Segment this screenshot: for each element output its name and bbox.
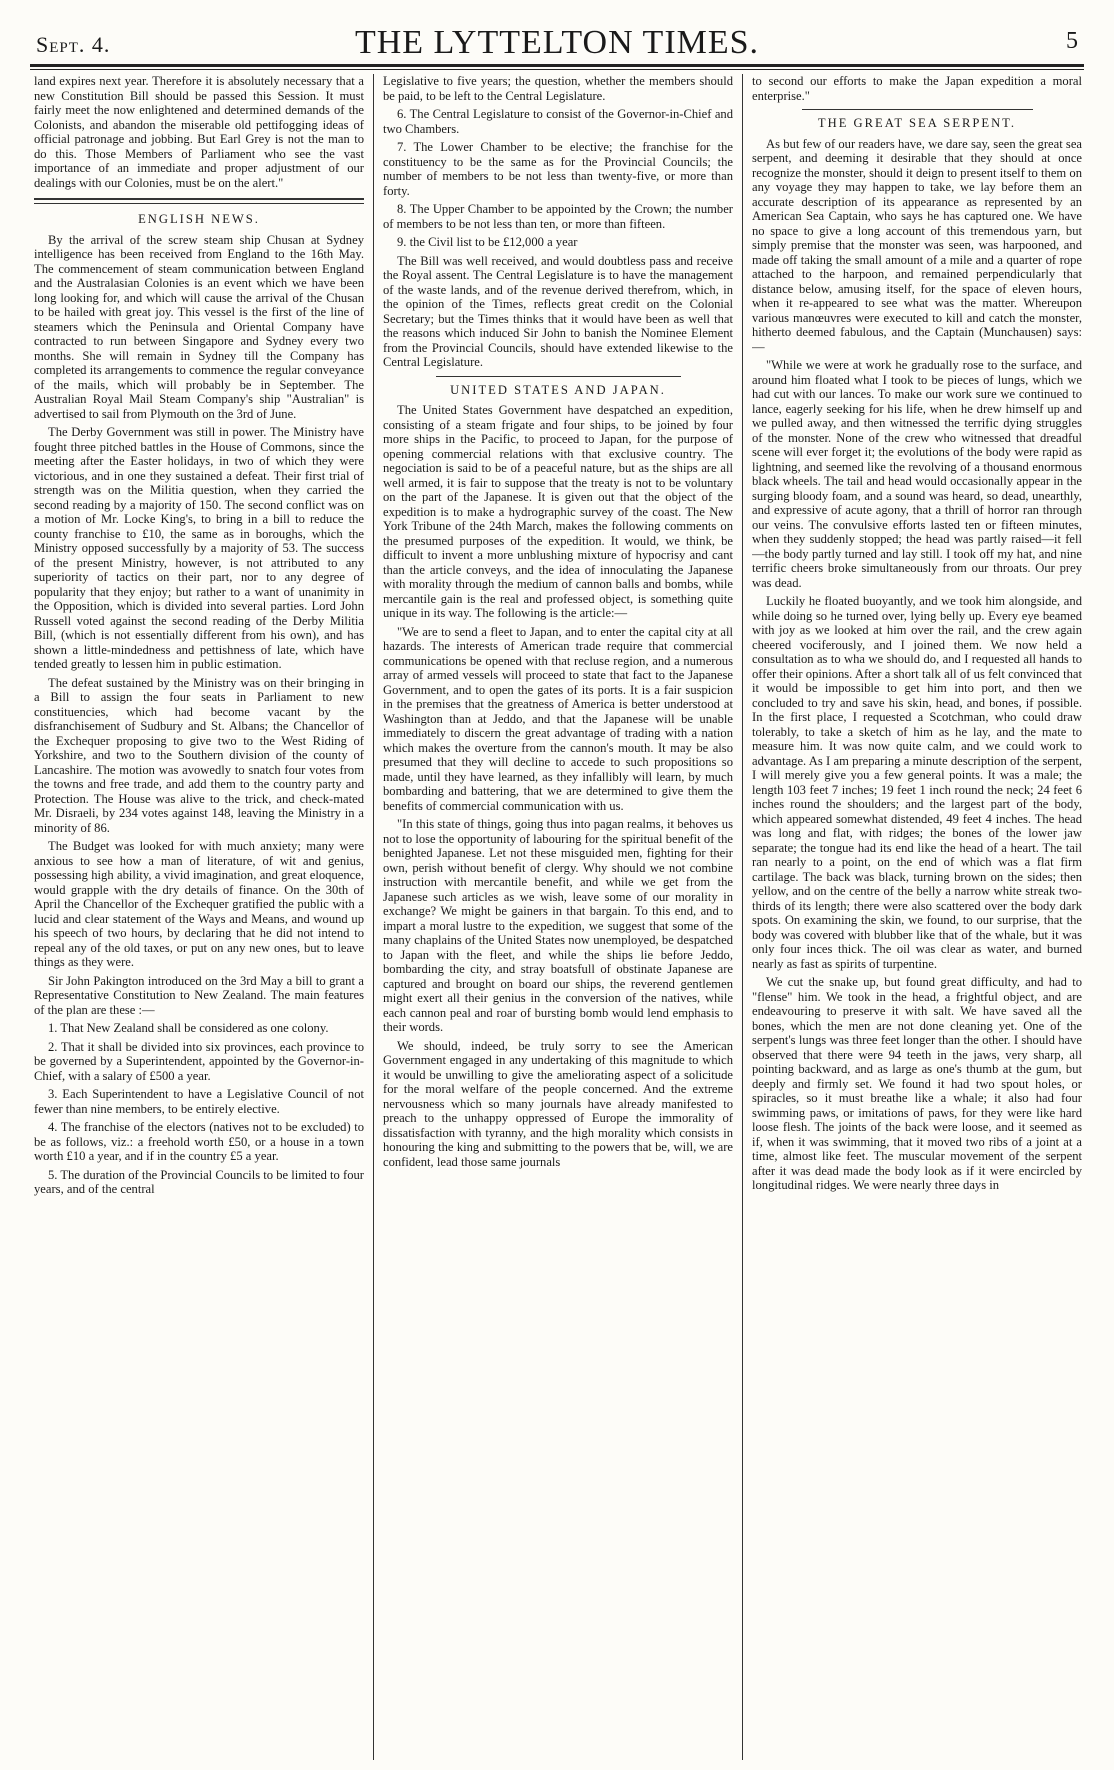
article-paragraph: "We are to send a fleet to Japan, and to enter the capital city at all hazards. The interests of American trade require that commercial communications be opened with that recluse region, and a numerous array of armed vessels will proceed to state that fact to the Japanese Government, and to open the gates of its ports. It is a fair suspicion in the premises that the greatness of America is better understood at Washington than at Jeddo, and that the Japanese will be unable immediately to discern the great advantage of trading with a nation which makes the overture from the cannon's mouth. It may be also presumed that they will decline to accede to such propositions so made, until they have learned, as they infallibly will learn, by much bombarding and battering, that we are determined to give them the benefits of commercial communication with us. xyxy=(383,624,733,813)
list-item: 3. Each Superintendent to have a Legislative Council of not fewer than nine members, to be entirely elective. xyxy=(34,1087,364,1116)
article-paragraph: We should, indeed, be truly sorry to see the American Government engaged in any undertaking of this magnitude to which it would be unwilling to give the ameliorating aspect of a solicitude for the moral welfare of the people concerned. And the extreme nervousness which so many journals have already manifested to preach to the unhappy oppressed of Europe the immorality of dissatisfaction with tyranny, and the high morality which consists in honouring the king and submitting to the powers that be, will, we are confident, lead those same journals xyxy=(383,1038,733,1169)
list-item: 5. The duration of the Provincial Councils to be limited to four years, and of the central xyxy=(34,1167,364,1196)
article-paragraph: The Budget was looked for with much anxiety; many were anxious to see how a man of literature, of wit and genius, possessing high ability, a vivid imagination, and great eloquence, would grapple with the dry details of finance. On the 30th of April the Chancellor of the Exchequer gratified the public with a lucid and clear statement of the Ways and Means, and wound up his speech of two hours, by declaring that he did not intend to repeal any of the old taxes, or put on any new ones, but to leave things as they were. xyxy=(34,839,364,969)
column-3 xyxy=(752,74,1082,1760)
article-paragraph: The Derby Government was still in power. The Ministry have fought three pitched battles in the House of Commons, since the meeting after the Easter holidays, in two of which they were victorious, and in one they sustained a defeat. Their first trial of strength was on the Militia question, when they carried the second reading by a majority of 150. The second conflict was on a motion of Mr. Locke King's, to bring in a bill to reduce the county franchise to £10, the same as in boroughs, which the Ministry opposed successfully by a majority of 53. The success of the present Ministry, however, is not attributed to any superiority of tactics on their part, nor to any degree of popularity that they enjoy; but rather to a want of unanimity in the Opposition, which is divided into several parties. Lord John Russell voted against the second reading of the Derby Militia Bill, (which is not essentially different from his own), and has shown a little-mindedness and pettishness of late, which have tended greatly to lessen him in public estimation. xyxy=(34,425,364,671)
article-paragraph: "In this state of things, going thus into pagan realms, it behoves us not to lose the opportunity of labouring for the spiritual benefit of the benighted Japanese. Let not these misguided men, fighting for their own, perish without benefit of clergy. Why should we not combine instruction with mercantile benefit, and while we get from the Japanese such articles as we wish, leave some of our morality in exchange? We might be gainers in that bargain. To this end, and to impart a moral lustre to the expedition, we suggest that some of the many chaplains of the United States now unemployed, be despatched to Japan with the fleet, and while the ships lie before Jeddo, bombarding the city, and stray boatsfull of obstinate Japanese are captured and brought on board our ships, the reverend gentlemen might exert all their genius in the conversion of the natives, while each cannon peal and roar of bursting bomb would lend emphasis to their words. xyxy=(383,817,733,1034)
list-item: 1. That New Zealand shall be considered as one colony. xyxy=(48,1021,329,1035)
list-item: 2. That it shall be divided into six provinces, each province to be governed by a Superintendent, appointed by the Governor-in-Chief, with a salary of £500 a year. xyxy=(34,1039,364,1083)
article-paragraph: The United States Government have despatched an expedition, consisting of a steam frigate and four ships, to be joined by four more ships in the Pacific, to proceed to Japan, for the purpose of opening commercial relations with that exclusive country. The negociation is said to be of a peaceful nature, but as the ships are all well armed, it is fair to suppose that the treaty is not to be voluntary on the part of the Japanese. It is given out that the object of the expedition is to make a hydrographic survey of the coast. The New York Tribune of the 24th March, makes the following comments on the presumed purposes of the expedition. It would, we think, be difficult to invent a more unblushing mixture of hypocrisy and cant than the article conveys, and the idea of innoculating the Japanese with morality through the medium of cannon balls and bombs, while mercantile gain is the real and professed object, is something quite unique in its way. The following is the article:— xyxy=(383,403,733,620)
page-number: 5 xyxy=(1066,28,1078,54)
article-paragraph: Legislative to five years; the question, whether the members should be paid, to be left to the Central Legislature. xyxy=(383,74,733,103)
column-2 xyxy=(383,74,733,1760)
article-paragraph: As but few of our readers have, we dare say, seen the great sea serpent, and deeming it desirable that they should at once recognize the monster, should it deign to present itself to them on any voyage they may happen to take, we lay before them an accurate description of its appearance as represented by an American Sea Captain, who says he has captured one. We have no space to give a long account of this tremendous yarn, but simply premise that the monster was seen, was harpooned, and made off taking the small amount of a mile and a quarter of rope attached to the harpoon, and remained perpendicularly that distance below, amusing itself, for the space of eleven hours, when it re-appeared to see what was the matter. Whereupon various manœuvres were executed to kill and catch the monster, hitherto deemed fabulous, and the Captain (Munchausen) says:— xyxy=(752,136,1082,354)
section-heading-united-states-japan: UNITED STATES AND JAPAN. xyxy=(450,382,666,397)
column-1 xyxy=(34,74,364,1760)
section-rule xyxy=(802,109,1033,110)
article-paragraph: Luckily he floated buoyantly, and we took him alongside, and while doing so he turned over, lying belly up. Every eye beamed with joy as we looked at him over the rail, and the crew again cheered vociferously, and I joined them. We now held a consultation as to wha we should do, and I requested all hands to offer their opinions. After a short talk all of us felt convinced that it would be impossible to get him into port, and then we concluded to try and save his skin, head, and bones, if possible. In the first place, I requested a Scotchman, who could draw tolerably, to take a sketch of him as he lay, and the mate to measure him. It was now quite calm, and we could work to advantage. As I am preparing a minute description of the serpent, I will merely give you a few general points. It was a male; the length 103 feet 7 inches; 19 feet 1 inch round the neck; 24 feet 6 inches round the shoulders; and the largest part of the body, which appeared somewhat distended, 49 feet 4 inches. The head was long and flat, with ridges; the bones of the lower jaw separate; the tongue had its end like the head of a heart. The tail ran nearly to a point, on the end of which was a flat firm cartilage. The back was black, turning brown on the sides; then yellow, and on the centre of the belly a narrow white streak two-thirds of its length; there were also scattered over the body dark spots. On examining the skin, we found, to our surprise, that the body was covered with blubber like that of the whale, but it was only four inces thick. The oil was clear as water, and burned nearly as fast as spirits of turpentine. xyxy=(752,594,1082,971)
section-rule xyxy=(34,203,364,204)
column-divider-1 xyxy=(373,74,374,1760)
article-paragraph: The defeat sustained by the Ministry was on their bringing in a Bill to assign the four seats in Parliament to new constituencies, which had become vacant by the disfranchisement of Sudbury and St. Albans; the Chancellor of the Exchequer proposing to give two to the West Riding of Yorkshire, and two to the Southern division of the county of Lancashire. The motion was avowedly to snatch four votes from the towns and free trade, and add them to the country party and Protection. The House was alive to the trick, and check-mated Mr. Disraeli, by 234 votes against 148, leaving the Ministry in a minority of 86. xyxy=(34,675,364,835)
article-paragraph: The Bill was well received, and would doubtless pass and receive the Royal assent. The Central Legislature is to have the management of the waste lands, and of the revenue derived therefrom, which, in the opinion of the Times, reflects great credit on the Colonial Secretary; but the Times thinks that it would have been as well that the reasons which induced Sir John to banish the Nominee Element from the Provincial Councils, should have extended likewise to the Central Legislature. xyxy=(383,253,733,369)
list-item: 4. The franchise of the electors (natives not to be excluded) to be as follows, viz.: a freehold worth £50, or a house in a town worth £10 a year, and if in the country £5 a year. xyxy=(34,1120,364,1163)
article-paragraph: By the arrival of the screw steam ship Chusan at Sydney intelligence has been received from England to the 16th May. The commencement of steam communication between England and the Australasian Colonies is an event which we have been long looking for, and which will cause the arrival of the Chusan to be hailed with great joy. This vessel is the first of the line of steamers which the Peninsula and Oriental Company have contracted to run between Singapore and Sydney every two months. She will remain in Sydney till the Company has completed its arrangements to commence the regular conveyance of the mails, which will probably be in September. The Australian Royal Mail Steam Company's ship "Australian" is advertised to sail from Plymouth on the 3rd of June. xyxy=(34,232,364,421)
section-heading-sea-serpent: THE GREAT SEA SERPENT. xyxy=(817,116,1017,130)
column-divider-2 xyxy=(742,74,743,1760)
masthead-rule-thin xyxy=(30,69,1084,70)
article-paragraph: We cut the snake up, but found great difficulty, and had to "flense" him. We took in the head, a frightful object, and are endeavouring to preserve it with salt. We have saved all the bones, which the men are not done cleaning yet. One of the serpent's lungs was three feet longer than the other. I should have observed that there were 94 teeth in the jaws, very sharp, all pointing backward, and as large as one's thumb at the gum, but deeply and firmly set. We found it had two spout holes, or spiracles, so it must breathe like a whale; it also had four swimming paws, or imitations of paws, for they were like hard loose flesh. The joints of the back were loose, and it seemed as if, when it was swimming, that it moved two ribs of a joint at a time, almost like feet. The muscular movement of the serpent after it was dead made the body look as if it were encircled by longitudinal ridges. We were nearly three days in xyxy=(752,975,1082,1192)
masthead xyxy=(20,18,1094,62)
list-item: 6. The Central Legislature to consist of the Governor-in-Chief and two Chambers. xyxy=(383,107,733,136)
article-paragraph: "While we were at work he gradually rose to the surface, and around him floated what I took to be pieces of lungs, which we had cut with our lances. To make our work sure we continued to lance, eagerly seeking for his life, when he drew himself up and we pulled away, and then witnessed the terrific dying struggles of the monster. None of the crew who witnessed that dreadful scene will ever forget it; the evolutions of the body were rapid as lightning, and seemed like the revolving of a thousand enormous black wheels. The tail and head would occasionally appear in the surging bloody foam, and a sound was heard, so dead, unearthly, and expressive of acute agony, that a thrill of horror ran through our veins. The convulsive efforts lasted ten or fifteen minutes, when they suddenly stopped; the head was partly raised—it fell—the body partly turned and lay still. I took off my hat, and nine terrific cheers broke simultaneously from our throats. Our prey was dead. xyxy=(752,358,1082,590)
masthead-rule-thick xyxy=(30,64,1084,67)
article-paragraph: land expires next year. Therefore it is absolutely necessary that a new Constitution Bill should be passed this Session. It must fairly meet the now enlightened and determined demands of the Colonists, and abandon the miserable old pettifogging ideas of official patronage and jobbing. But Earl Grey is not the man to do this. Those Members of Parliament who see the vast importance of an immediate and proper adjustment of our dealings with our Colonies, must be on the alert." xyxy=(34,74,364,190)
list-item: 9. the Civil list to be £12,000 a year xyxy=(397,235,578,249)
issue-date: Sept. 4. xyxy=(36,32,111,57)
article-paragraph: to second our efforts to make the Japan expedition a moral enterprise." xyxy=(752,74,1082,103)
article-paragraph: Sir John Pakington introduced on the 3rd May a bill to grant a Representative Constitution to New Zealand. The main features of the plan are these :— xyxy=(34,973,364,1017)
section-heading-english-news: ENGLISH NEWS. xyxy=(138,212,260,226)
newspaper-title: THE LYTTELTON TIMES. xyxy=(354,24,760,61)
section-rule xyxy=(436,376,681,377)
list-item: 8. The Upper Chamber to be appointed by the Crown; the number of members to be not less than ten, or more than fifteen. xyxy=(383,202,733,231)
section-rule xyxy=(34,198,364,200)
list-item: 7. The Lower Chamber to be elective; the franchise for the constituency to be the same as for the Provincial Councils; the number of members to be not less than twenty-five, or more than forty. xyxy=(383,140,733,198)
